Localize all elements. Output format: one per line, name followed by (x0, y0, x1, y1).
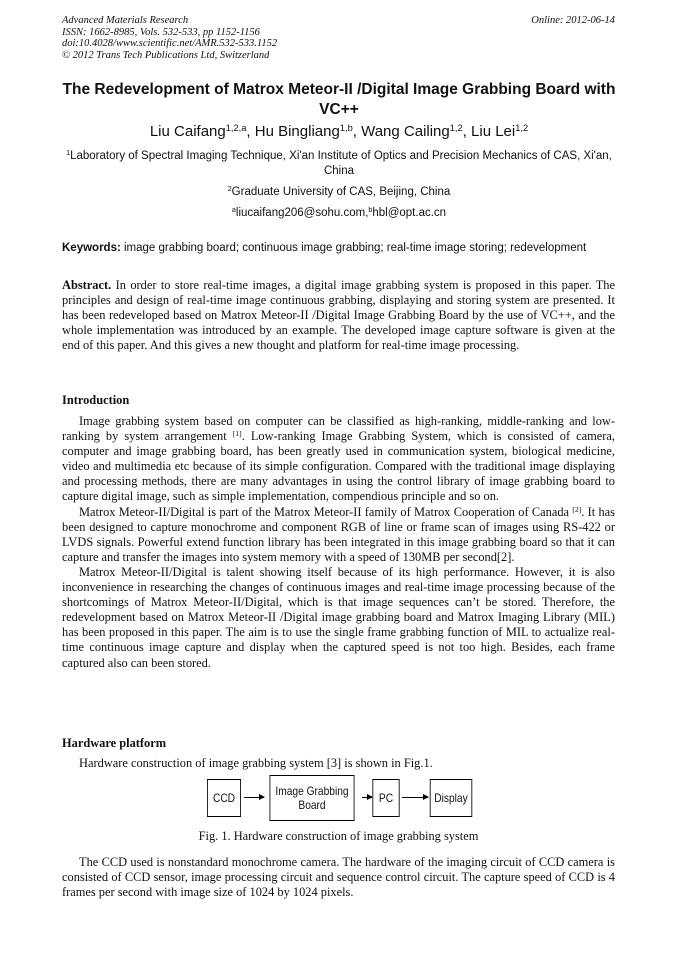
arrow-icon (402, 797, 428, 798)
author-affil-sup: 1,2 (449, 122, 463, 133)
image-grabbing-board-box: Image Grabbing Board (270, 775, 355, 821)
intro-paragraph-1: Image grabbing system based on computer can be classified as high-ranking, middle-ranking and low-ranking by system arrangement [1]. Low-ranking Image Grabbing System, which is consisted of camera, computer and image grabbing board, has been greatly used in communication system, biological medicine, video and multimedia etc because of its simple configuration. Compared with the traditional image displaying and processing methods, there are many advantages in using the control library of image grabbing board to capture digital image, such as simple implementation, compendious principle and so on. (62, 414, 615, 504)
figure-1-diagram (204, 773, 476, 821)
author-affil-sup: 1,2,a (225, 122, 247, 133)
citation-ref: [2] (572, 504, 582, 514)
figure-1-caption: Fig. 1. Hardware construction of image grabbing system (198, 829, 479, 843)
author-name: Hu Bingliang (254, 123, 340, 140)
author-list: Liu Caifang$^{1,2,a}$, Hu Bingliang$^{1,b}$, Wang Cailing$^{1,2}$, Liu Lei$^{1,2}$ (149, 122, 529, 140)
doi-line: doi:10.4028/www.scientific.net/AMR.532-533.1152 (62, 38, 278, 49)
abstract-text: In order to store real-time images, a digital image grabbing system is proposed in this paper. The principles and design of real-time image continuous grabbing, displaying and storing system are presented. It has been redeveloped based on Matrox Meteor-II /Digital Image Grabbing Board by the use of VC++, and the whole implementation was introduced by an example. The developed image capture software is given at the end of this paper. And this gives a new thought and platform for real-time image processing. (62, 278, 615, 353)
copyright-line: © 2012 Trans Tech Publications Ltd, Switzerland (62, 49, 270, 61)
author-emails: $^a$liucaifang206@sohu.com,$^b$hbl@opt.ac.cn (231, 206, 447, 219)
running-header (62, 15, 277, 61)
journal-name: Advanced Materials Research (62, 15, 189, 26)
citation-ref: [1] (232, 428, 242, 438)
author-name: Wang Cailing (361, 123, 450, 140)
affiliation-2: $^2$Graduate University of CAS, Beijing, China (227, 185, 451, 198)
ccd-box: CCD (207, 779, 241, 817)
author-name: Liu Lei (471, 123, 516, 140)
paper-title: The Redevelopment of Matrox Meteor-II /Digital Image Grabbing Board with VC++ (62, 81, 616, 118)
intro-body (62, 414, 615, 671)
pc-box: PC (372, 779, 399, 817)
affiliation-1: $^1$Laboratory of Spectral Imaging Technique, Xi'an Institute of Optics and Precision Mechanics of CAS, Xi'an, China (66, 149, 612, 177)
hardware-paragraph-1: Hardware construction of image grabbing system [3] is shown in Fig.1. (79, 756, 433, 770)
arrow-icon (244, 797, 264, 798)
arrow-icon (362, 797, 372, 798)
keywords (62, 241, 615, 256)
abstract-label: Abstract. (62, 278, 112, 292)
section-heading-hardware: Hardware platform (62, 736, 167, 750)
author-name: Liu Caifang (149, 123, 226, 140)
keywords-label: Keywords: (62, 242, 121, 254)
author-affil-sup: 1,2 (515, 122, 529, 133)
intro-paragraph-2: Matrox Meteor-II/Digital is part of the Matrox Meteor-II family of Matrox Cooperation of Canada [2]. It has been designed to capture monochrome and component RGB of line or frame scan of images using RS-422 or LVDS signals. Powerful extend function library has been integrated in this image grabbing board so that it can capture and transfer the images into system memory with a speed of 130MB per second[2]. (62, 504, 615, 564)
hardware-paragraph-2: The CCD used is nonstandard monochrome camera. The hardware of the imaging circuit of CCD camera is consisted of CCD sensor, image processing circuit and sequence control circuit. The capture speed of CCD is 4 frames per second with image size of 1024 by 1024 pixels. (62, 855, 615, 900)
intro-paragraph-3: Matrox Meteor-II/Digital is talent showing itself because of its high performance. However, it is also inconvenience in researching the changes of continuous images and real-time image processing because of the shortcomings of Matrox Meteor-II/Digital, which is that image sequences can’t be stored. Therefore, the redevelopment based on Matrox Meteor-II /Digital image grabbing board and Matrox Imaging Library (MIL) has been proposed in this paper. The aim is to use the single frame grabbing function of MIL to actualize real-time continuous image capture and display when the captured speed is not too high. Besides, each frame captured also can been stored. (62, 564, 615, 670)
abstract (62, 278, 615, 353)
online-date: Online: 2012-06-14 (531, 15, 615, 26)
issn-line: ISSN: 1662-8985, Vols. 532-533, pp 1152-1156 (62, 26, 260, 38)
display-box: Display (430, 779, 473, 817)
keywords-text: image grabbing board; continuous image grabbing; real-time image storing; redevelopment (124, 242, 587, 254)
author-affil-sup: 1,b (339, 122, 353, 133)
section-heading-introduction: Introduction (62, 393, 130, 407)
